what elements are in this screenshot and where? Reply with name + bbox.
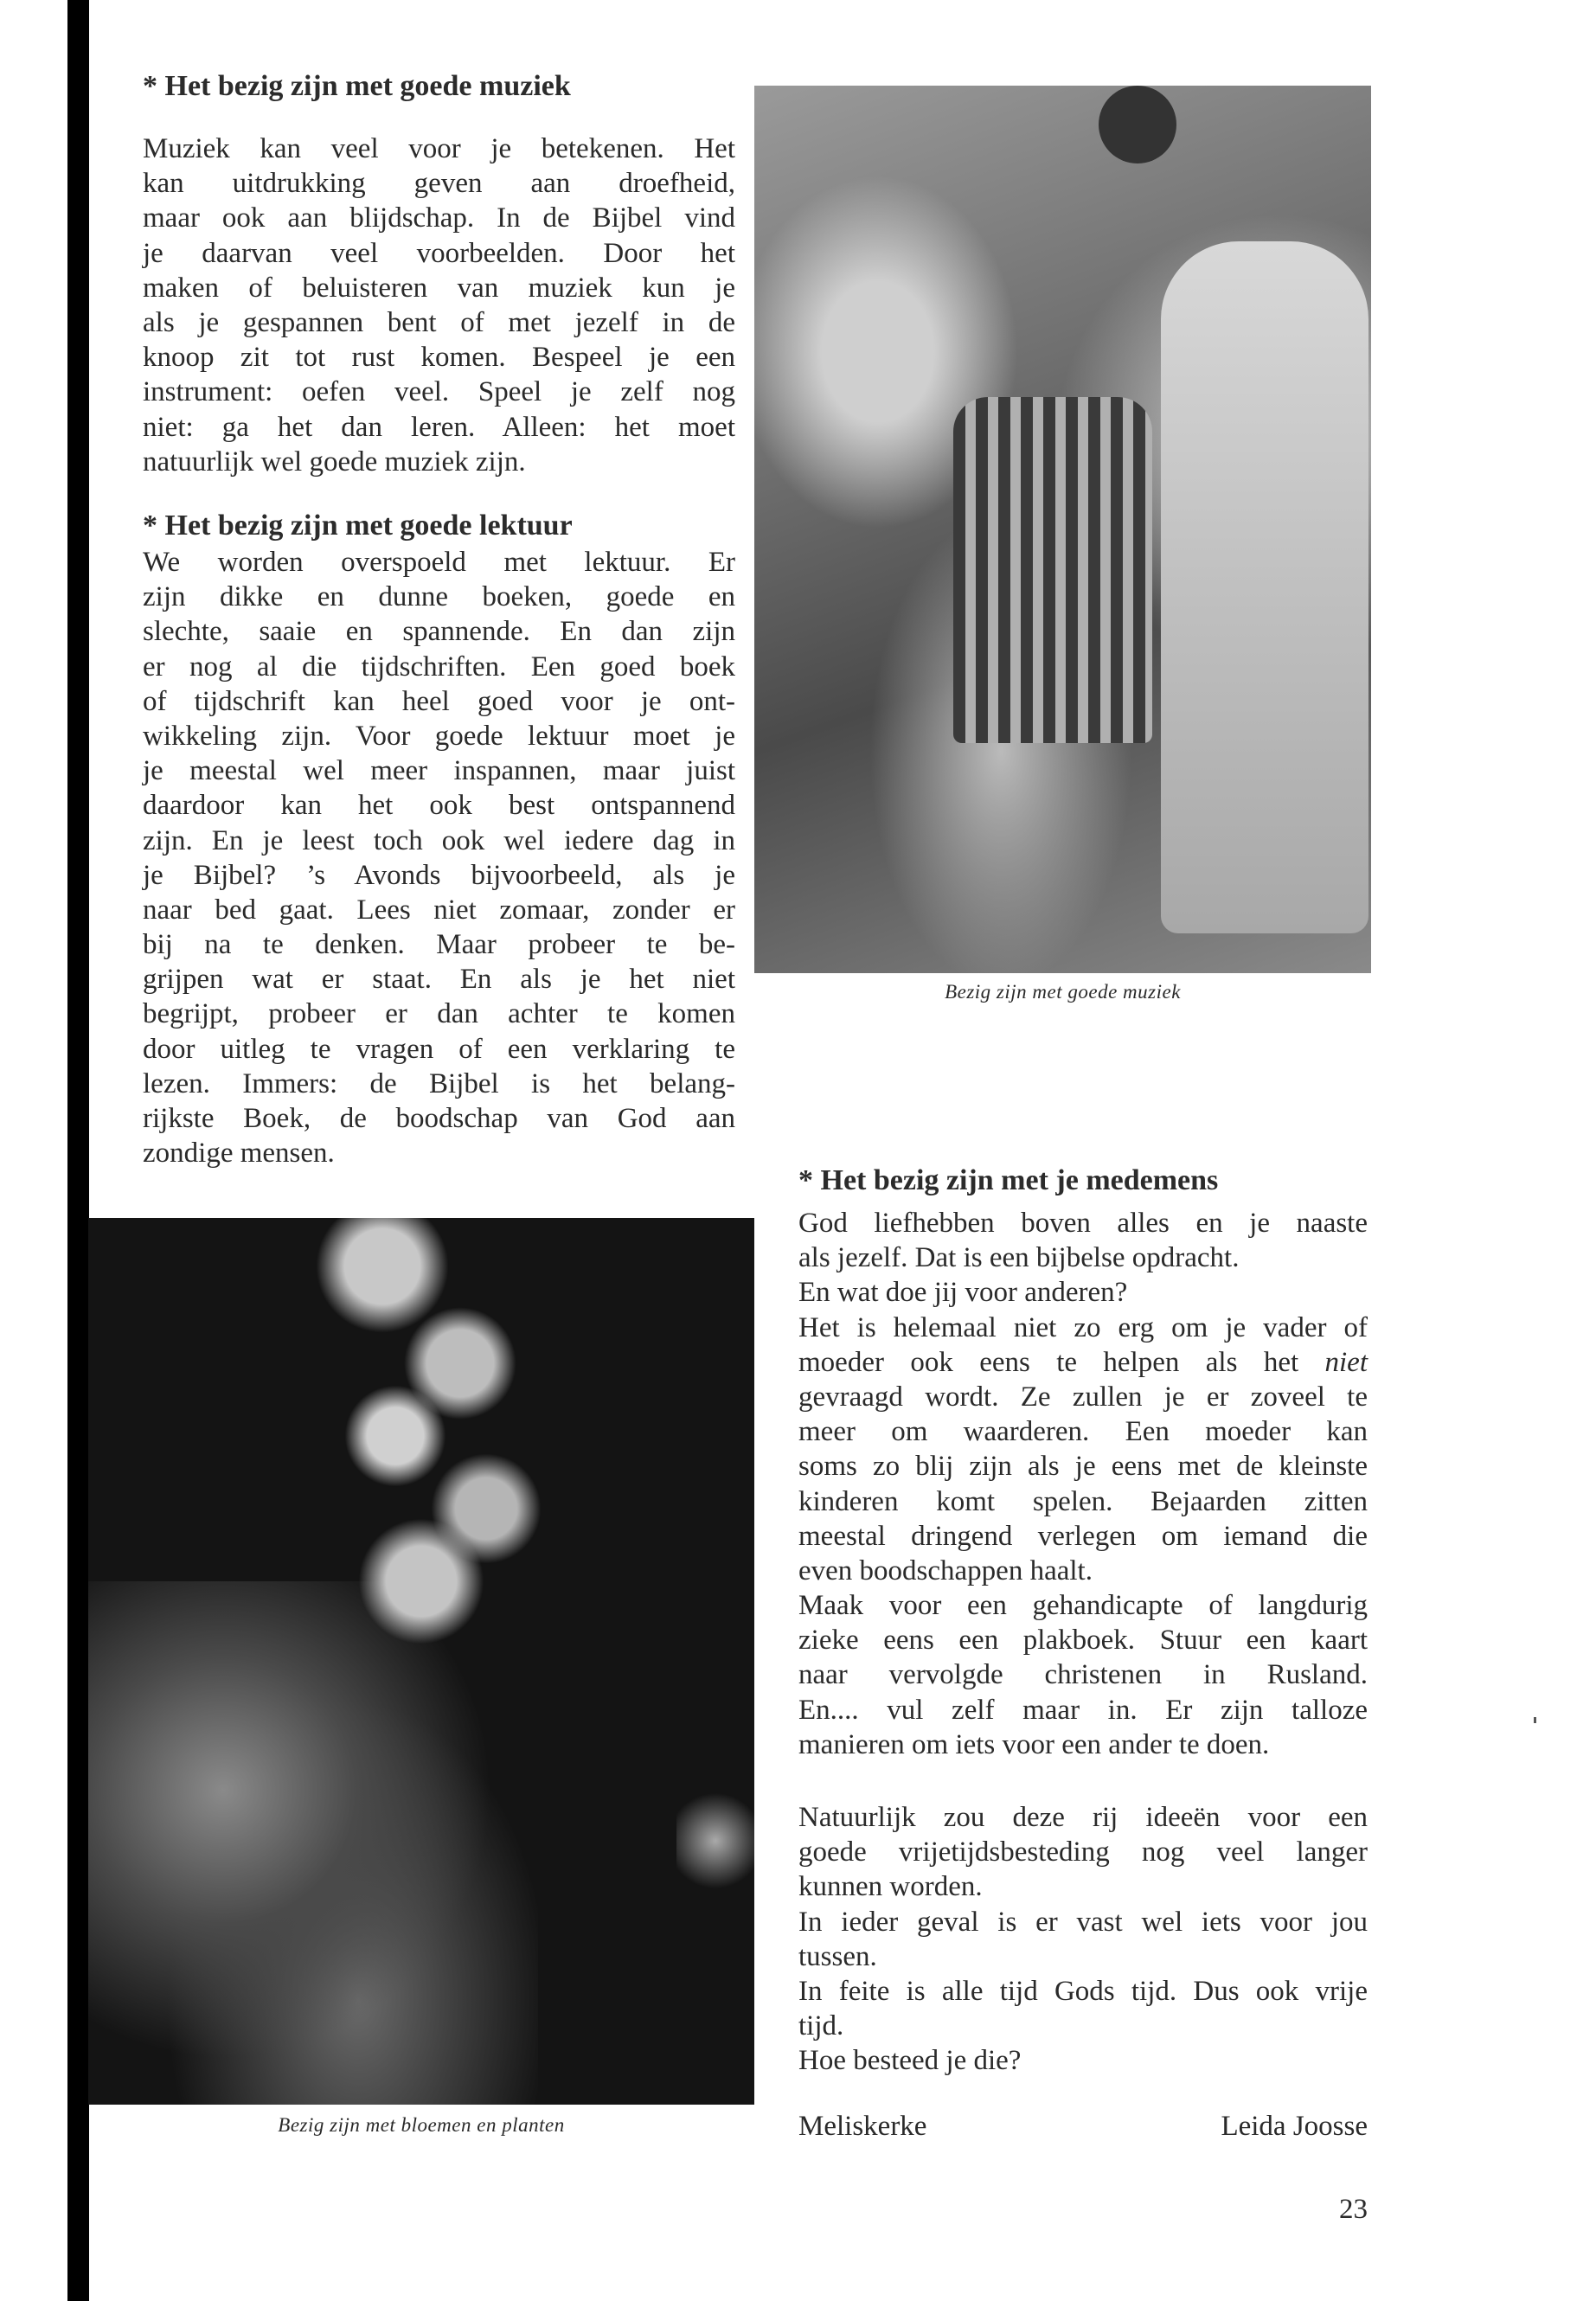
text-line: We worden overspoeld met lektuur. Er (143, 547, 735, 578)
photo-flowers-blossoms (304, 1218, 564, 1702)
text-line: maar ook aan blijdschap. In de Bijbel vind (143, 202, 735, 234)
caption-music: Bezig zijn met goede muziek (945, 981, 1181, 1003)
text-line: kinderen komt spelen. Bejaarden zitten (798, 1485, 1368, 1517)
text-line: knoop zit tot rust komen. Bespeel je een (143, 342, 735, 374)
text-line: zijn. En je leest toch ook wel iedere dag in (143, 824, 735, 856)
text-line: meer om waarderen. Een moeder kan (798, 1416, 1368, 1448)
text-line: als je gespannen bent of met jezelf in de (143, 306, 735, 338)
text-line: En wat doe jij voor anderen? (798, 1277, 1128, 1309)
text-line: zieke eens een plakboek. Stuur een kaart (798, 1625, 1368, 1657)
text-line: er nog al die tijdschriften. Een goed boek (143, 651, 735, 683)
caption-flowers: Bezig zijn met bloemen en planten (278, 2114, 565, 2136)
scan-speck (1534, 1717, 1536, 1723)
text-line: daardoor kan het ook best ontspannend (143, 790, 735, 822)
text-line: zondige mensen. (143, 1138, 335, 1170)
text-line (798, 1345, 1368, 1380)
paragraph-music (143, 131, 735, 479)
text-line: kunnen worden. (798, 1871, 983, 1903)
text-line: rijkste Boek, de boodschap van God aan (143, 1103, 735, 1134)
text-line: maken of beluisteren van muziek kun je (143, 272, 735, 304)
text-line: je daarvan veel voorbeelden. Door het (143, 237, 735, 269)
text-line: begrijpt, probeer er dan achter te komen (143, 998, 735, 1030)
text-line: Het is helemaal niet zo erg om je vader of (798, 1311, 1368, 1343)
paragraph-reading (143, 545, 735, 1170)
heading-music: * Het bezig zijn met goede muziek (143, 70, 571, 102)
text-line: als jezelf. Dat is een bijbelse opdracht. (798, 1242, 1240, 1274)
photo-music-figure-pianist (953, 397, 1152, 743)
text-line: goede vrijetijdsbesteding nog veel langer (798, 1836, 1368, 1868)
text-line: kan uitdrukking geven aan droefheid, (143, 168, 735, 200)
text-line: slechte, saaie en spannende. En dan zijn (143, 616, 735, 648)
signature-author: Leida Joosse (1221, 2111, 1368, 2142)
photo-music-figure-violinist (1161, 241, 1368, 933)
text-line: In ieder geval is er vast wel iets voor jou (798, 1906, 1368, 1938)
text-line: naar bed gaat. Lees niet zomaar, zonder er (143, 894, 735, 926)
text-line: En.... vul zelf maar in. Er zijn talloze (798, 1694, 1368, 1726)
paragraph-closing (798, 1800, 1368, 2079)
text-line: naar vervolgde christenen in Rusland. (798, 1659, 1368, 1691)
text-line: In feite is alle tijd Gods tijd. Dus ook vrije (798, 1975, 1368, 2007)
text-line: lezen. Immers: de Bijbel is het belang- (143, 1067, 735, 1099)
page-number: 23 (1339, 2194, 1368, 2225)
heading-reading: * Het bezig zijn met goede lektuur (143, 510, 573, 542)
text-line: God liefhebben boven alles en je naaste (798, 1208, 1368, 1239)
text-line: natuurlijk wel goede muziek zijn. (143, 445, 526, 478)
text-line: bij na te denken. Maar probeer te be- (143, 929, 735, 961)
text-line: Muziek kan veel voor je betekenen. Het (143, 133, 735, 164)
photo-music-clock (1099, 86, 1176, 163)
heading-neighbour: * Het bezig zijn met je medemens (798, 1164, 1219, 1196)
scan-edge-bar (67, 0, 89, 2301)
text-line: manieren om iets voor een ander te doen. (798, 1728, 1270, 1760)
text-line: Natuurlijk zou deze rij ideeën voor een (798, 1802, 1368, 1833)
text-line: wikkeling zijn. Voor goede lektuur moet je (143, 720, 735, 752)
text-segment: moeder ook eens te helpen als het (798, 1346, 1325, 1378)
emphasis-text: niet (1324, 1346, 1368, 1378)
photo-music (754, 86, 1371, 973)
text-line: je Bijbel? ’s Avonds bijvoorbeeld, als je (143, 859, 735, 891)
text-line: gevraagd wordt. Ze zullen je er zoveel te (798, 1381, 1368, 1413)
text-line: Maak voor een gehandicapte of langdurig (798, 1590, 1368, 1622)
text-line: zijn dikke en dunne boeken, goede en (143, 581, 735, 613)
photo-flowers (88, 1218, 754, 2105)
text-line: grijpen wat er staat. En als je het niet (143, 964, 735, 996)
signature-place: Meliskerke (798, 2111, 927, 2142)
photo-flowers-blossom-right (676, 1772, 754, 1910)
text-line: of tijdschrift kan heel goed voor je ont- (143, 685, 735, 717)
text-line: soms zo blij zijn als je eens met de kleinste (798, 1451, 1368, 1483)
text-line: Hoe besteed je die? (798, 2045, 1022, 2077)
text-line: tussen. (798, 1940, 877, 1972)
paragraph-neighbour (798, 1206, 1368, 1762)
text-line: instrument: oefen veel. Speel je zelf nog (143, 376, 735, 408)
text-line: je meestal wel meer inspannen, maar juist (143, 755, 735, 787)
text-line: tijd. (798, 2010, 844, 2042)
text-line: meestal dringend verlegen om iemand die (798, 1520, 1368, 1552)
text-line: door uitleg te vragen of een verklaring te (143, 1033, 735, 1065)
text-line: niet: ga het dan leren. Alleen: het moet (143, 411, 735, 443)
text-line: even boodschappen haalt. (798, 1554, 1093, 1586)
